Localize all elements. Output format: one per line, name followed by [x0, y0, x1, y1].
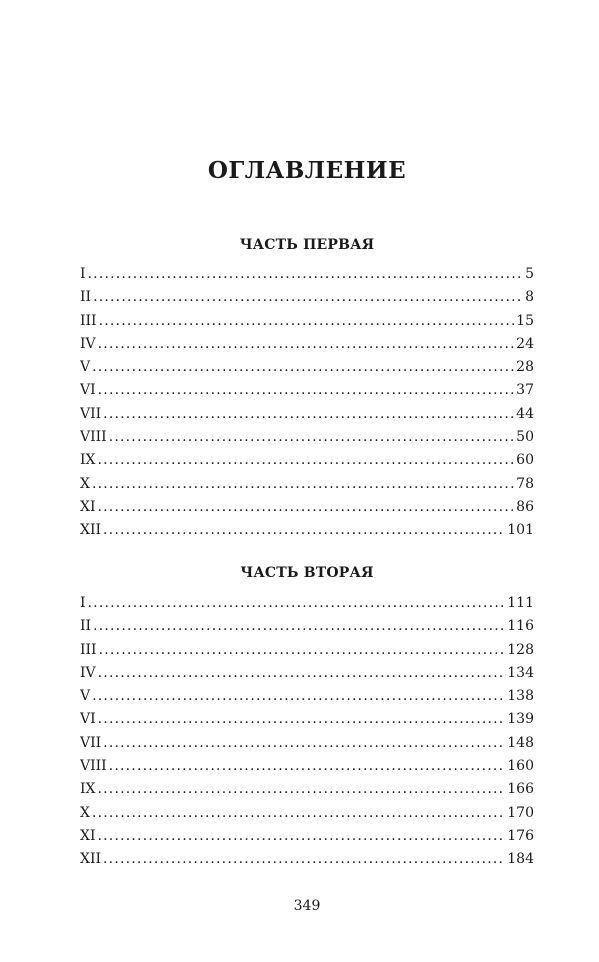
part-1-heading: ЧАСТЬ ПЕРВАЯ — [239, 237, 375, 253]
toc-entry — [80, 848, 534, 871]
toc-page-number: 28 — [516, 359, 534, 376]
toc-chapter-number: I — [80, 266, 86, 282]
toc-page-number: 170 — [507, 804, 534, 821]
toc-chapter-number: VIII — [80, 758, 107, 775]
toc-chapter-number: XI — [80, 498, 96, 515]
toc-entry — [80, 263, 534, 286]
dot-leader — [99, 310, 515, 333]
dot-leader — [103, 848, 505, 871]
toc-entry — [80, 732, 534, 755]
toc-chapter-number: III — [80, 641, 97, 658]
toc-page-number: 184 — [507, 851, 534, 868]
dot-leader — [98, 449, 515, 472]
toc-entry — [80, 825, 534, 848]
toc-entry — [80, 755, 534, 778]
toc-page-number: 37 — [516, 382, 534, 399]
toc-chapter-number: X — [80, 475, 90, 492]
dot-leader — [88, 592, 506, 615]
toc-chapter-number: VI — [80, 711, 96, 728]
toc-page-number: 50 — [516, 429, 534, 446]
toc-page-number: 24 — [516, 335, 534, 352]
toc-entry — [80, 592, 534, 615]
dot-leader — [93, 286, 523, 309]
toc-page-number: 5 — [525, 266, 534, 282]
toc-entry — [80, 639, 534, 662]
toc-page-number: 101 — [507, 522, 534, 539]
toc-page-number: 166 — [507, 781, 534, 798]
dot-leader — [98, 333, 515, 356]
dot-leader — [98, 825, 506, 848]
toc-page-number: 78 — [516, 475, 534, 492]
toc-page-number: 160 — [507, 758, 534, 775]
dot-leader — [103, 732, 505, 755]
dot-leader — [92, 473, 514, 496]
dot-leader — [92, 685, 505, 708]
toc-entry — [80, 286, 534, 309]
toc-entry — [80, 310, 534, 333]
dot-leader — [98, 496, 515, 519]
dot-leader — [103, 403, 514, 426]
toc-chapter-number: III — [80, 312, 97, 329]
dot-leader — [99, 639, 506, 662]
toc-entry — [80, 778, 534, 801]
toc-entry — [80, 496, 534, 519]
toc-entry — [80, 449, 534, 472]
toc-page-number: 134 — [507, 664, 534, 681]
toc-chapter-number: IX — [80, 452, 96, 469]
page-number: 349 — [293, 898, 321, 914]
toc-chapter-number: I — [80, 595, 86, 611]
toc-entry — [80, 426, 534, 449]
toc-entry — [80, 685, 534, 708]
dot-leader — [98, 708, 506, 731]
dot-leader — [98, 379, 515, 402]
dot-leader — [98, 778, 506, 801]
dot-leader — [88, 263, 524, 286]
toc-entry — [80, 615, 534, 638]
toc-chapter-number: VI — [80, 382, 96, 399]
toc-chapter-number: V — [80, 688, 91, 705]
dot-leader — [98, 662, 506, 685]
dot-leader — [93, 615, 505, 638]
toc-chapter-number: VII — [80, 405, 102, 422]
toc-entry — [80, 708, 534, 731]
toc-chapter-number: IV — [80, 335, 96, 352]
book-page — [80, 0, 534, 962]
toc-chapter-number: IV — [80, 664, 96, 681]
dot-leader — [109, 755, 506, 778]
toc-chapter-number: II — [80, 618, 92, 635]
dot-leader — [92, 802, 505, 825]
dot-leader — [92, 356, 514, 379]
toc-page-number: 86 — [516, 498, 534, 515]
dot-leader — [109, 426, 514, 449]
toc-chapter-number: V — [80, 359, 91, 376]
toc-page-number: 139 — [507, 711, 534, 728]
toc-chapter-number: XI — [80, 827, 96, 844]
toc-page-number: 111 — [507, 595, 534, 611]
toc-page-number: 138 — [507, 688, 534, 705]
toc-chapter-number: X — [80, 804, 90, 821]
toc-entry — [80, 802, 534, 825]
page-title: ОГЛАВЛЕНИЕ — [207, 157, 407, 184]
toc-entry — [80, 333, 534, 356]
toc-page-number: 148 — [507, 734, 534, 751]
toc-page-number: 60 — [516, 452, 534, 469]
toc-chapter-number: VII — [80, 734, 102, 751]
toc-chapter-number: IX — [80, 781, 96, 798]
toc-entry — [80, 403, 534, 426]
toc-chapter-number: XII — [80, 851, 102, 868]
toc-page-number: 116 — [507, 618, 534, 635]
toc-chapter-number: XII — [80, 522, 102, 539]
toc-entry — [80, 662, 534, 685]
toc-page-number: 44 — [516, 405, 534, 422]
toc-entry — [80, 519, 534, 542]
toc-entry — [80, 356, 534, 379]
part-1-toc-list — [80, 263, 534, 543]
toc-entry — [80, 473, 534, 496]
toc-entry — [80, 379, 534, 402]
toc-chapter-number: VIII — [80, 429, 107, 446]
toc-page-number: 128 — [507, 641, 534, 658]
toc-page-number: 8 — [525, 289, 534, 306]
toc-page-number: 176 — [507, 827, 534, 844]
dot-leader — [103, 519, 505, 542]
toc-chapter-number: II — [80, 289, 92, 306]
part-2-heading: ЧАСТЬ ВТОРАЯ — [240, 565, 374, 581]
toc-page-number: 15 — [516, 312, 534, 329]
part-2-toc-list — [80, 592, 534, 872]
